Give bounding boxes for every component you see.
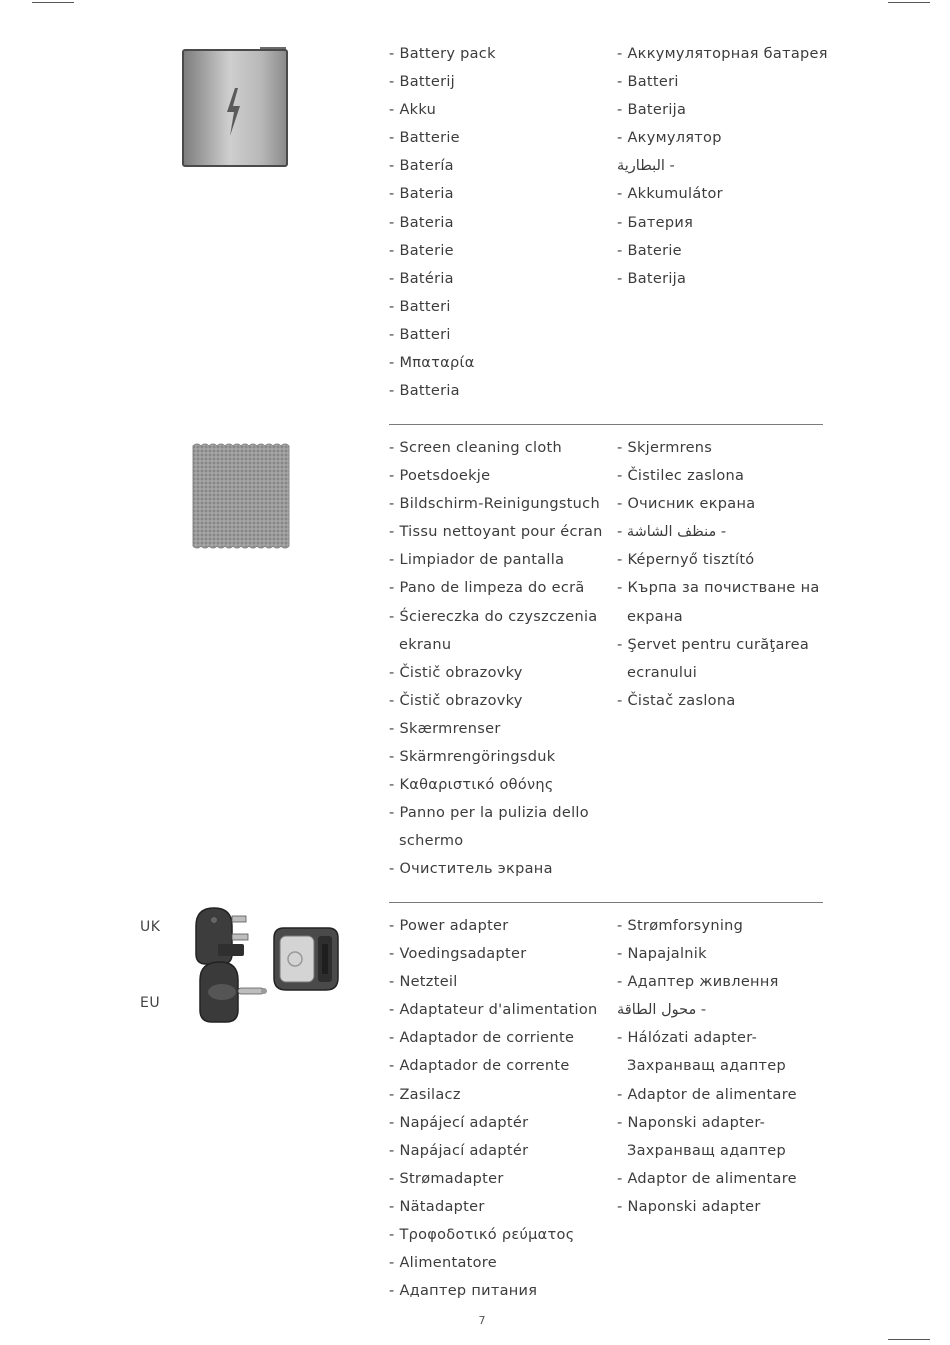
list-item: - Čistič obrazovky <box>389 692 523 709</box>
list-item: - Batéria <box>389 270 454 287</box>
list-item: - Baterie <box>617 242 682 259</box>
list-item-continuation: ekranu <box>399 636 452 653</box>
list-item-continuation: екрана <box>627 608 683 625</box>
list-item: - Čistič obrazovky <box>389 664 523 681</box>
list-item: - Strømforsyning <box>617 918 744 934</box>
list-item: - Batería <box>389 158 454 175</box>
list-item: - Napájací adaptér <box>389 1142 529 1159</box>
list-item: - Napajalnik <box>617 946 707 963</box>
list-item: - Adaptor de alimentare <box>617 1170 797 1187</box>
list-item: - Pano de limpeza do ecrã <box>389 580 585 597</box>
list-item <box>617 152 828 180</box>
adapter-left-list <box>389 912 598 1305</box>
list-item: - Adaptador de corrente <box>389 1058 570 1075</box>
list-item: - Кърпа за почистване на <box>617 580 820 597</box>
list-item: - Akkumulátor <box>617 186 723 203</box>
list-item: - Tissu nettoyant pour écran <box>389 524 603 541</box>
list-item: - Limpiador de pantalla <box>389 552 565 569</box>
list-item: - Voedingsadapter <box>389 946 527 963</box>
list-item: - Panno per la pulizia dello <box>389 805 589 822</box>
list-item: - Strømadapter <box>389 1170 504 1187</box>
page-number: 7 <box>478 1314 486 1327</box>
list-item-continuation: Захранващ адаптер <box>627 1058 786 1075</box>
list-item: - Очиститель экрана <box>389 861 553 878</box>
battery-pack-icon <box>180 46 292 170</box>
list-item: - Képernyő tisztító <box>617 552 755 569</box>
list-item: - Power adapter <box>389 918 509 934</box>
region-label-uk: UK <box>140 919 161 935</box>
list-item: - Zasilacz <box>389 1086 461 1103</box>
list-item <box>617 518 820 546</box>
list-item: - Batteri <box>389 298 451 315</box>
list-item: - Skjermrens <box>617 440 713 456</box>
list-item: - Adaptateur d'alimentation <box>389 1002 598 1019</box>
list-item: - Καθαριστικό οθόνης <box>389 777 554 794</box>
list-item: - Şervet pentru curăţarea <box>617 636 810 653</box>
list-item: - Poetsdoekje <box>389 468 491 485</box>
crop-mark-top-right <box>888 2 930 3</box>
region-label-eu: EU <box>140 995 161 1011</box>
crop-mark-bottom-right <box>888 1339 930 1340</box>
list-item: - Ściereczka do czyszczenia <box>389 608 598 625</box>
list-item: - Čistilec zaslona <box>617 468 745 485</box>
list-item: - Baterija <box>617 102 687 119</box>
adapter-right-list <box>617 912 797 1221</box>
list-item: - Адаптер живлення <box>617 974 779 991</box>
list-item: - Alimentatore <box>389 1255 497 1272</box>
list-item: - Batteri <box>617 74 679 91</box>
cloth-right-list <box>617 434 820 715</box>
list-item: - Адаптер питания <box>389 1283 538 1300</box>
list-item: - Batterij <box>389 74 455 91</box>
list-item: - Naponski adapter- <box>617 1114 766 1131</box>
power-adapter-icon <box>188 904 344 1038</box>
list-item: - Netzteil <box>389 974 458 991</box>
section-divider <box>389 902 823 903</box>
list-item: - Nätadapter <box>389 1198 485 1215</box>
list-item <box>617 996 797 1024</box>
list-item: - Μπαταρία <box>389 355 475 372</box>
list-item: - Akku <box>389 102 437 119</box>
list-item: - Hálózati adapter- <box>617 1030 758 1047</box>
list-item-continuation: Захранващ адаптер <box>627 1142 786 1159</box>
list-item-text: - منظف الشاشة - <box>617 524 727 541</box>
crop-mark-top-left <box>32 2 74 3</box>
list-item: - Batteri <box>389 326 451 343</box>
list-item: - Батерия <box>617 214 694 231</box>
battery-right-list <box>617 40 828 293</box>
list-item: - Τροφοδοτικό ρεύματος <box>389 1227 575 1244</box>
battery-left-list <box>389 40 496 405</box>
list-item: - Napájecí adaptér <box>389 1114 529 1131</box>
list-item: - Baterija <box>617 270 687 287</box>
list-item: - Čistač zaslona <box>617 692 736 709</box>
list-item: - Skærmrenser <box>389 720 501 737</box>
list-item: - Adaptor de alimentare <box>617 1086 797 1103</box>
list-item: - Акумулятор <box>617 130 722 147</box>
list-item: - Naponski adapter <box>617 1198 761 1215</box>
list-item-text: - محول الطاقة <box>617 1002 707 1019</box>
cleaning-cloth-icon <box>189 442 293 550</box>
list-item: - Skärmrengöringsduk <box>389 749 556 766</box>
list-item: - Аккумуляторная батарея <box>617 46 828 62</box>
list-item: - Очисник екрана <box>617 496 756 513</box>
section-divider <box>389 424 823 425</box>
list-item: - Bateria <box>389 186 454 203</box>
list-item-continuation: ecranului <box>627 664 698 681</box>
list-item-continuation: schermo <box>399 833 464 850</box>
list-item: - Screen cleaning cloth <box>389 440 562 456</box>
list-item: - Bildschirm-Reinigungstuch <box>389 496 600 513</box>
list-item: - Adaptador de corriente <box>389 1030 575 1047</box>
list-item: - Battery pack <box>389 46 496 62</box>
cloth-left-list <box>389 434 603 884</box>
list-item: - Batterie <box>389 130 460 147</box>
list-item-text: - البطارية <box>617 158 675 175</box>
list-item: - Bateria <box>389 214 454 231</box>
list-item: - Batteria <box>389 383 460 400</box>
list-item: - Baterie <box>389 242 454 259</box>
